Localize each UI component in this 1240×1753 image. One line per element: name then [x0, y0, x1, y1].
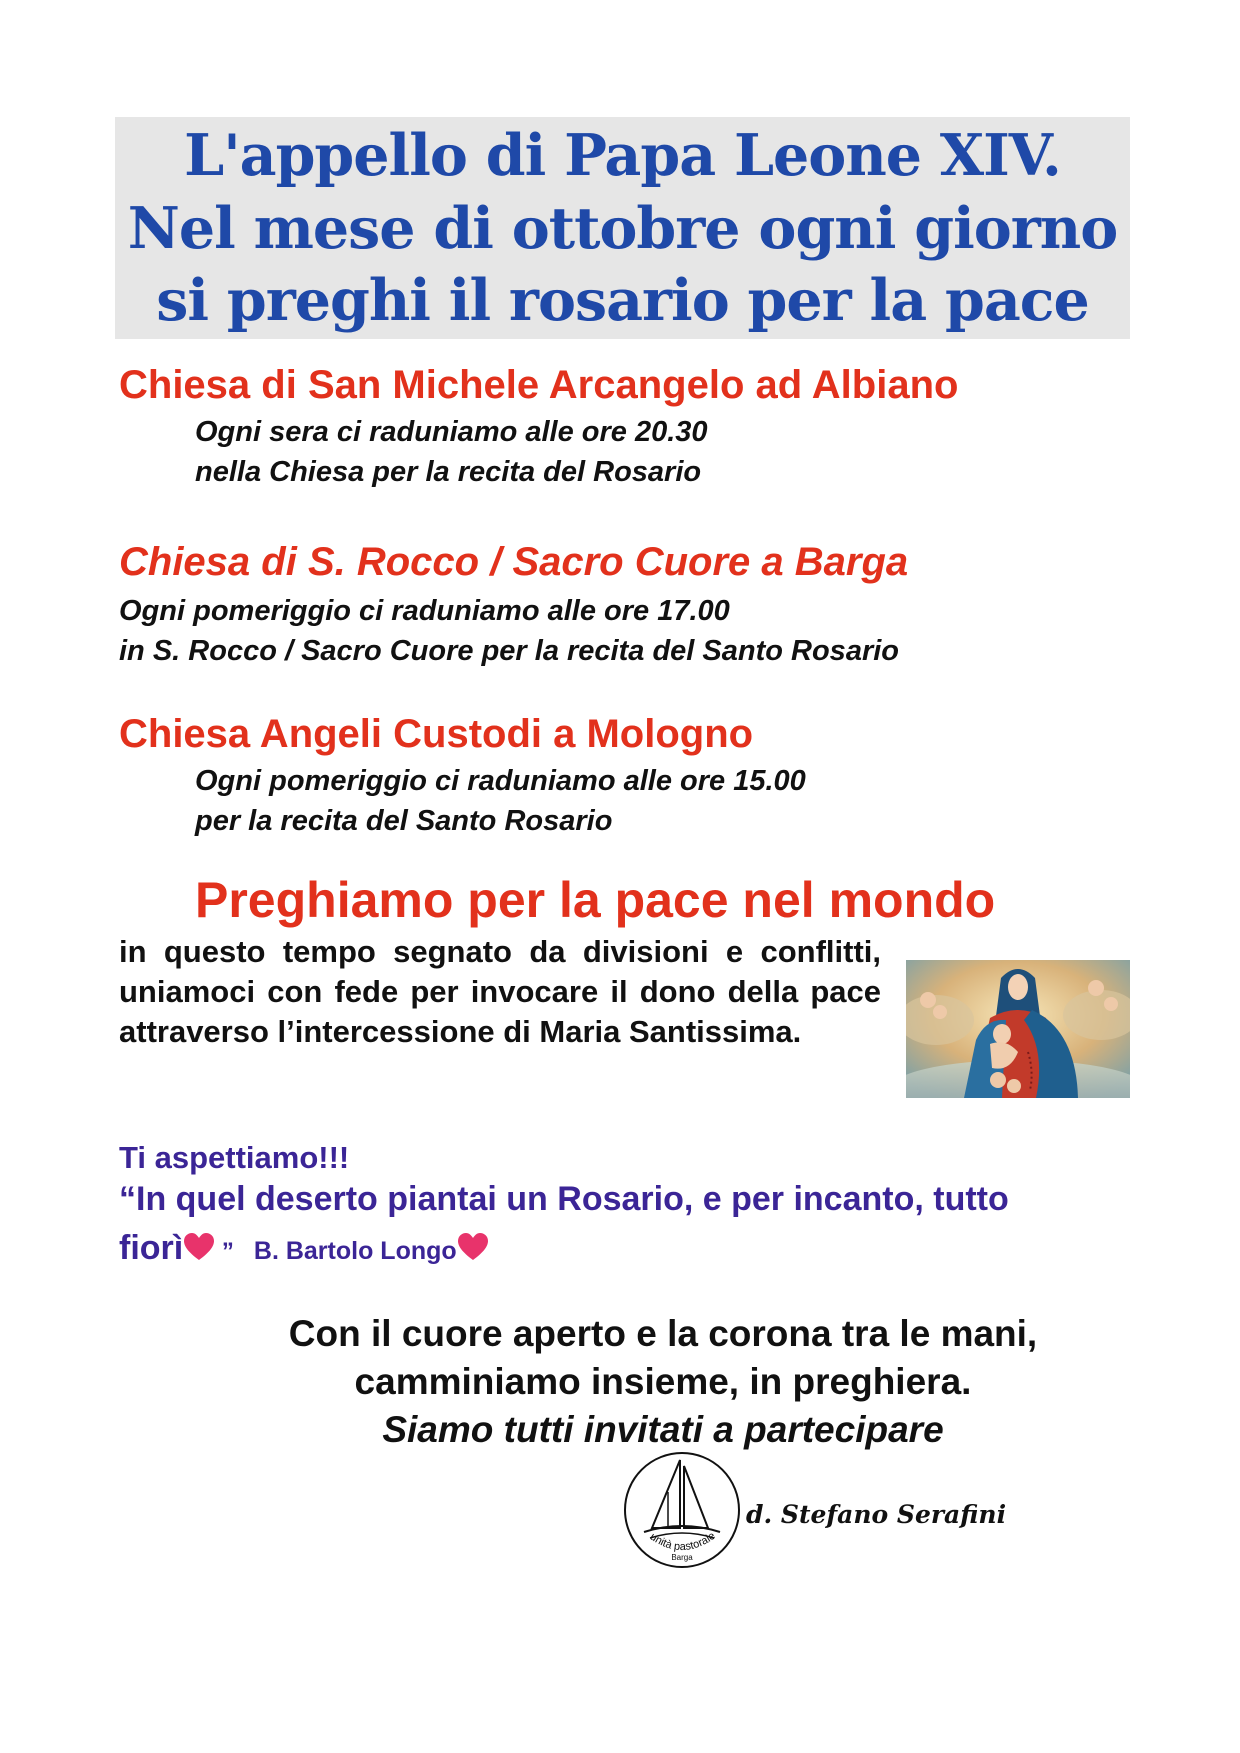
closing-line-1: Con il cuore aperto e la corona tra le mani,	[288, 1313, 1038, 1354]
heart-icon	[183, 1228, 215, 1272]
heart-icon	[457, 1228, 489, 1272]
svg-text:unità pastorale: unità pastorale	[647, 1529, 718, 1554]
header-title-line-3: si preghi il rosario per la pace	[156, 267, 1089, 334]
madonna-image	[906, 960, 1130, 1098]
signature: d. Stefano Serafini	[746, 1500, 1007, 1529]
church-mologno-desc: per la recita del Santo Rosario	[195, 805, 613, 837]
quote-author: B. Bartolo Longo	[253, 1237, 457, 1265]
church-barga-desc: in S. Rocco / Sacro Cuore per la recita del Santo Rosario	[119, 635, 899, 667]
church-mologno-title: Chiesa Angeli Custodi a Mologno	[119, 712, 754, 756]
closing-line-3: Siamo tutti invitati a partecipare	[382, 1409, 944, 1450]
peace-title: Preghiamo per la pace nel mondo	[195, 872, 996, 928]
quote-close-mark: ”	[221, 1238, 234, 1265]
invite-text: Ti aspettiamo!!!	[119, 1140, 350, 1175]
header-title-line-2: Nel mese di ottobre ogni giorno	[127, 195, 1118, 262]
church-mologno-time: Ogni pomeriggio ci raduniamo alle ore 15.00	[195, 765, 806, 797]
church-albiano-desc: nella Chiesa per la recita del Rosario	[195, 456, 702, 488]
sailboat-logo-icon	[622, 1450, 742, 1570]
parish-logo	[622, 1450, 742, 1570]
church-albiano-time: Ogni sera ci raduniamo alle ore 20.30	[195, 416, 708, 448]
header-title-line-1: L'appello di Papa Leone XIV.	[184, 122, 1061, 189]
quote-last-word: fiorì	[119, 1229, 184, 1267]
church-barga-title: Chiesa di S. Rocco / Sacro Cuore a Barga	[119, 540, 909, 584]
svg-text:Barga: Barga	[671, 1553, 693, 1562]
peace-text: in questo tempo segnato da divisioni e conflitti, uniamoci con fede per invocare il dono della pace attraverso l’intercessione di Maria Santissima.	[119, 934, 881, 1049]
church-barga-time: Ogni pomeriggio ci raduniamo alle ore 17.00	[119, 595, 730, 627]
quote-line-2	[119, 1226, 489, 1274]
closing-line-2: camminiamo insieme, in preghiera.	[354, 1361, 972, 1402]
church-albiano-title: Chiesa di San Michele Arcangelo ad Albiano	[119, 363, 959, 407]
quote-line-1: “In quel deserto piantai un Rosario, e per incanto, tutto	[119, 1180, 1009, 1218]
